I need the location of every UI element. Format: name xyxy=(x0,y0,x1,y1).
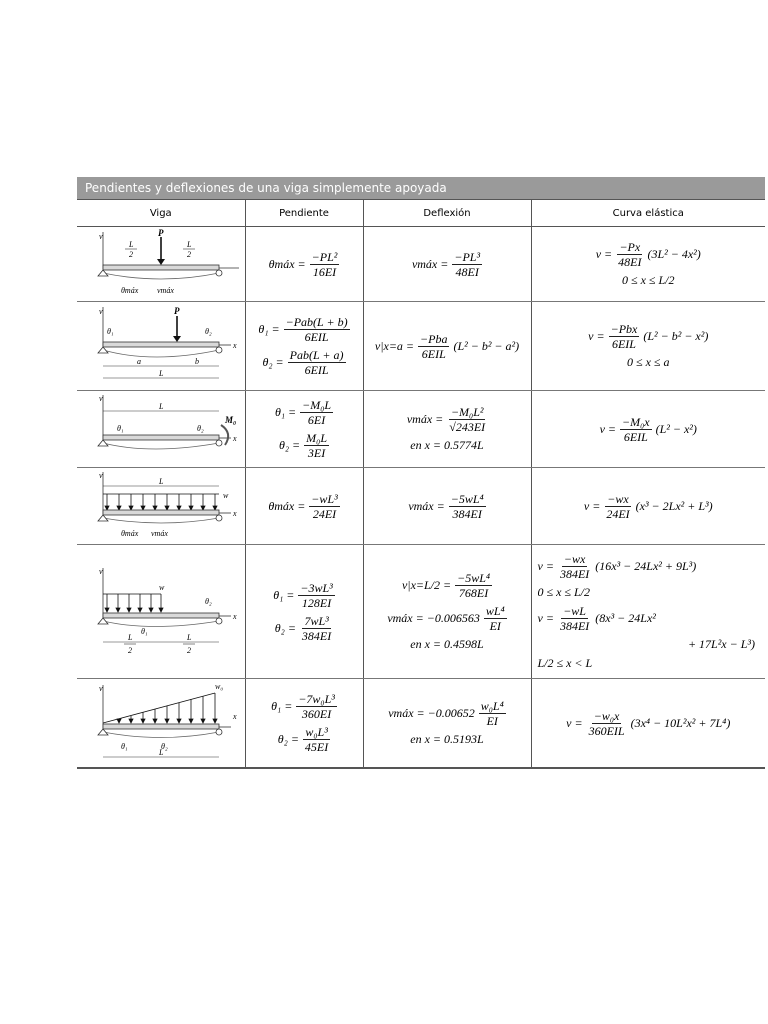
curve-num: −wx xyxy=(607,491,629,506)
theta-max-label: θmáx xyxy=(120,286,139,295)
deflection-lhs: v|x=a = xyxy=(374,338,415,353)
curve-den: 360EIL xyxy=(588,723,625,738)
table-row xyxy=(77,391,765,468)
beam-figure-cell xyxy=(77,545,245,679)
curve-range: 0 ≤ x ≤ a xyxy=(627,355,670,369)
slope-cell xyxy=(245,679,363,769)
deflection-rest: (L² − b² − a²) xyxy=(453,338,520,353)
deflection-location: en x = 0.5774L xyxy=(410,438,484,452)
deflection2-num: wL⁴ xyxy=(485,604,505,618)
curve2-lhs: v = xyxy=(537,611,554,625)
elastic-curve-cell xyxy=(531,391,765,468)
dim-label: L xyxy=(127,632,133,642)
v-axis-label: v xyxy=(98,394,103,403)
deflection-lhs: vmáx = xyxy=(406,412,444,426)
beam-figure-cell xyxy=(77,302,245,391)
slope1-num: −7w₀L³ xyxy=(298,692,335,706)
load-w-label: w xyxy=(222,491,229,500)
slope-lhs: θmáx = xyxy=(268,498,306,513)
elastic-curve-cell xyxy=(531,545,765,679)
deflection2-den: EI xyxy=(489,619,501,633)
curve1-rest: (16x³ − 24Lx² + 9L³) xyxy=(595,559,697,573)
beam-half-uniform-load-diagram xyxy=(81,560,241,660)
curve-range: 0 ≤ x ≤ L/2 xyxy=(621,273,675,287)
curve2-den: 384EI xyxy=(559,619,590,633)
dim-label: L xyxy=(186,240,192,249)
deflection-den: 384EI xyxy=(452,506,482,521)
roller-support xyxy=(216,347,222,353)
x-axis-label: x xyxy=(232,434,237,443)
table-row xyxy=(77,302,765,391)
dim-label: 2 xyxy=(186,645,191,655)
curve-rest: (3L² − 4x²) xyxy=(647,247,701,261)
slope2-den: 3EI xyxy=(307,446,326,460)
dim-L-label: L xyxy=(158,748,164,757)
dim-label: 2 xyxy=(128,250,133,259)
slope2-den: 384EI xyxy=(301,628,332,643)
beam-figure-cell xyxy=(77,679,245,769)
curve2-num: −wL xyxy=(563,604,586,618)
dim-L-label: L xyxy=(158,402,164,411)
deflection1-den: 768EI xyxy=(458,586,489,600)
curve-lhs: v = xyxy=(583,498,601,513)
slope1-lhs: θ₁ = xyxy=(274,405,297,419)
distributed-load-arrows xyxy=(105,594,163,612)
curve2-range: L/2 ≤ x < L xyxy=(537,656,593,670)
elastic-curve-cell xyxy=(531,227,765,302)
curve-num: −M₀x xyxy=(622,414,650,429)
deflection-den: EI xyxy=(486,714,498,728)
deflection-lhs: vmáx = xyxy=(408,498,445,513)
header-viga: Viga xyxy=(77,200,245,227)
curve-lhs: v = xyxy=(566,715,583,730)
curve-rest: (x³ − 2Lx² + L³) xyxy=(635,498,713,513)
pin-support xyxy=(98,729,108,735)
slope2-num: w₀L³ xyxy=(305,725,328,739)
x-axis-label: x xyxy=(232,509,237,518)
deflection1-lhs: v|x=L/2 = xyxy=(401,578,452,592)
slope-lhs: θmáx = xyxy=(268,256,306,271)
curve-den: 6EIL xyxy=(611,337,636,351)
curve1-den: 384EI xyxy=(559,567,590,581)
theta2-label: θ₂ xyxy=(204,596,212,606)
deflection-num: −PL³ xyxy=(454,249,481,264)
slope2-lhs: θ₂ = xyxy=(278,438,301,452)
v-axis-label: v xyxy=(98,566,103,576)
deflection-den: 6EIL xyxy=(421,346,446,361)
pin-support xyxy=(98,440,108,446)
slope-num: −PL² xyxy=(311,249,338,264)
beam-end-moment-diagram xyxy=(81,391,241,463)
dim-label: L xyxy=(128,240,134,249)
load-w0-label: w₀ xyxy=(214,682,223,691)
beam-uniform-load-diagram xyxy=(81,468,241,540)
header-curva: Curva elástica xyxy=(531,200,765,227)
curve-den: 24EI xyxy=(606,506,630,521)
x-axis-label: x xyxy=(232,712,237,721)
slope2-num: Pab(L + a) xyxy=(289,348,344,362)
slope2-lhs: θ₂ = xyxy=(262,355,284,369)
theta1-label: θ₁ xyxy=(116,424,124,433)
table-row xyxy=(77,545,765,679)
load-w-label: w xyxy=(158,582,165,592)
slope2-lhs: θ₂ = xyxy=(277,732,299,746)
header-row xyxy=(77,200,765,227)
slope-cell xyxy=(245,302,363,391)
dim-L-label: L xyxy=(158,477,164,486)
theta-max-label: θmáx xyxy=(120,529,139,538)
v-max-label: vmáx xyxy=(156,286,174,295)
beam-triangular-load-diagram xyxy=(81,679,241,763)
slope2-num: M₀L xyxy=(306,431,327,445)
curve1-num: −wx xyxy=(563,552,586,566)
v-axis-label: v xyxy=(98,232,103,241)
deflection-num: −M₀L² xyxy=(450,405,484,419)
dim-a-label: a xyxy=(136,357,141,366)
theta2-label: θ₂ xyxy=(196,424,204,433)
theta1-label: θ₁ xyxy=(140,626,148,636)
x-axis-label: x xyxy=(232,611,237,621)
theta2-label: θ₂ xyxy=(160,742,168,751)
dim-label: L xyxy=(186,632,192,642)
slope1-lhs: θ₁ = xyxy=(258,322,280,336)
deflection-den: 48EI xyxy=(455,264,479,279)
beam-point-load-center-diagram xyxy=(81,227,241,297)
curve-rest: (3x⁴ − 10L²x² + 7L⁴) xyxy=(630,715,731,730)
curve-den: 6EIL xyxy=(623,429,648,444)
roller-support xyxy=(216,270,222,276)
slope1-num: −Pab(L + b) xyxy=(285,315,348,329)
deflection1-num: −5wL⁴ xyxy=(457,571,491,585)
table-row xyxy=(77,468,765,545)
pin-support xyxy=(98,270,108,276)
load-P-label: P xyxy=(157,228,164,238)
v-axis-label: v xyxy=(98,307,103,316)
dim-label: 2 xyxy=(127,645,132,655)
table-row xyxy=(77,679,765,769)
table-row xyxy=(77,227,765,302)
deflection-location: en x = 0.5193L xyxy=(410,732,484,746)
slope-num: −wL³ xyxy=(311,491,338,506)
curve-rest: (L² − b² − x²) xyxy=(643,329,709,343)
curve-lhs: v = xyxy=(595,247,613,261)
header-deflexion: Deflexión xyxy=(363,200,531,227)
deflection-cell xyxy=(363,468,531,545)
roller-support xyxy=(216,515,222,521)
theta1-label: θ₁ xyxy=(120,742,128,751)
deflection-cell xyxy=(363,391,531,468)
curve-num: −Pbx xyxy=(610,322,638,336)
v-max-label: vmáx xyxy=(150,529,168,538)
deflection-cell xyxy=(363,545,531,679)
v-axis-label: v xyxy=(98,471,103,480)
dim-b-label: b xyxy=(194,357,199,366)
deflection-cell xyxy=(363,679,531,769)
curve-lhs: v = xyxy=(588,329,605,343)
curve-num: −w₀x xyxy=(593,708,620,723)
curve-den: 48EI xyxy=(618,255,642,269)
curve1-range: 0 ≤ x ≤ L/2 xyxy=(537,585,591,599)
deflection-num: w₀L⁴ xyxy=(480,699,504,713)
elastic-curve-cell xyxy=(531,679,765,769)
beam-figure-cell xyxy=(77,468,245,545)
curve-lhs: v = xyxy=(599,421,617,436)
deflection-cell xyxy=(363,227,531,302)
beam-figure-cell xyxy=(77,227,245,302)
theta2-label: θ₂ xyxy=(204,327,212,336)
slope-den: 16EI xyxy=(312,264,337,279)
moment-M0-label: M₀ xyxy=(224,415,236,425)
slope2-den: 45EI xyxy=(304,740,329,754)
pin-support xyxy=(98,347,108,353)
distributed-load-arrows xyxy=(105,494,217,510)
slope-cell xyxy=(245,545,363,679)
elastic-curve-cell xyxy=(531,302,765,391)
v-axis-label: v xyxy=(98,684,103,693)
beam-table-panel xyxy=(77,177,765,769)
slope-cell xyxy=(245,391,363,468)
deflection-num: −Pba xyxy=(420,331,448,346)
pin-support xyxy=(98,618,108,624)
deflection-num: −5wL⁴ xyxy=(450,491,484,506)
curve2-rest-continued: + 17L²x − L³) xyxy=(687,637,755,651)
slope1-den: 128EI xyxy=(301,595,332,610)
dim-label: 2 xyxy=(186,250,191,259)
deflection-location: en x = 0.4598L xyxy=(410,637,484,651)
slope1-num: −3wL³ xyxy=(300,580,333,595)
curve1-lhs: v = xyxy=(537,559,554,573)
beam-table xyxy=(77,199,765,769)
deflection-lhs: vmáx = xyxy=(411,256,449,271)
curve-rest: (L² − x²) xyxy=(655,421,697,436)
beam-point-load-offset-diagram xyxy=(81,302,241,386)
deflection-cell xyxy=(363,302,531,391)
slope1-den: 6EI xyxy=(307,413,326,427)
deflection2-lhs: vmáx = −0.006563 xyxy=(387,611,480,625)
slope1-den: 6EIL xyxy=(304,330,329,344)
slope1-den: 360EI xyxy=(301,707,332,721)
slope1-num: −M₀L xyxy=(302,398,332,412)
curve2-rest: (8x³ − 24Lx² xyxy=(595,611,656,625)
slope-den: 24EI xyxy=(312,506,337,521)
load-P-label: P xyxy=(173,306,180,316)
pin-support xyxy=(98,515,108,521)
roller-support xyxy=(216,440,222,446)
curve-num: −Px xyxy=(619,240,641,254)
slope2-lhs: θ₂ = xyxy=(274,620,296,635)
slope2-den: 6EIL xyxy=(304,363,329,377)
slope-cell xyxy=(245,468,363,545)
theta1-label: θ₁ xyxy=(106,327,114,336)
header-pendiente: Pendiente xyxy=(245,200,363,227)
roller-support xyxy=(216,618,222,624)
slope-cell xyxy=(245,227,363,302)
dim-L-label: L xyxy=(158,369,164,378)
x-axis-label: x xyxy=(232,341,237,350)
roller-support xyxy=(216,729,222,735)
deflection-den: √243EI xyxy=(449,420,486,434)
slope1-lhs: θ₁ = xyxy=(271,699,293,713)
deflection-lhs: vmáx = −0.00652 xyxy=(388,706,475,720)
triangular-load-arrows xyxy=(117,693,217,723)
slope1-lhs: θ₁ = xyxy=(273,587,295,602)
elastic-curve-cell xyxy=(531,468,765,545)
beam-figure-cell xyxy=(77,391,245,468)
table-title: Pendientes y deflexiones de una viga simplemente apoyada xyxy=(77,177,765,199)
slope2-num: 7wL³ xyxy=(304,613,329,628)
